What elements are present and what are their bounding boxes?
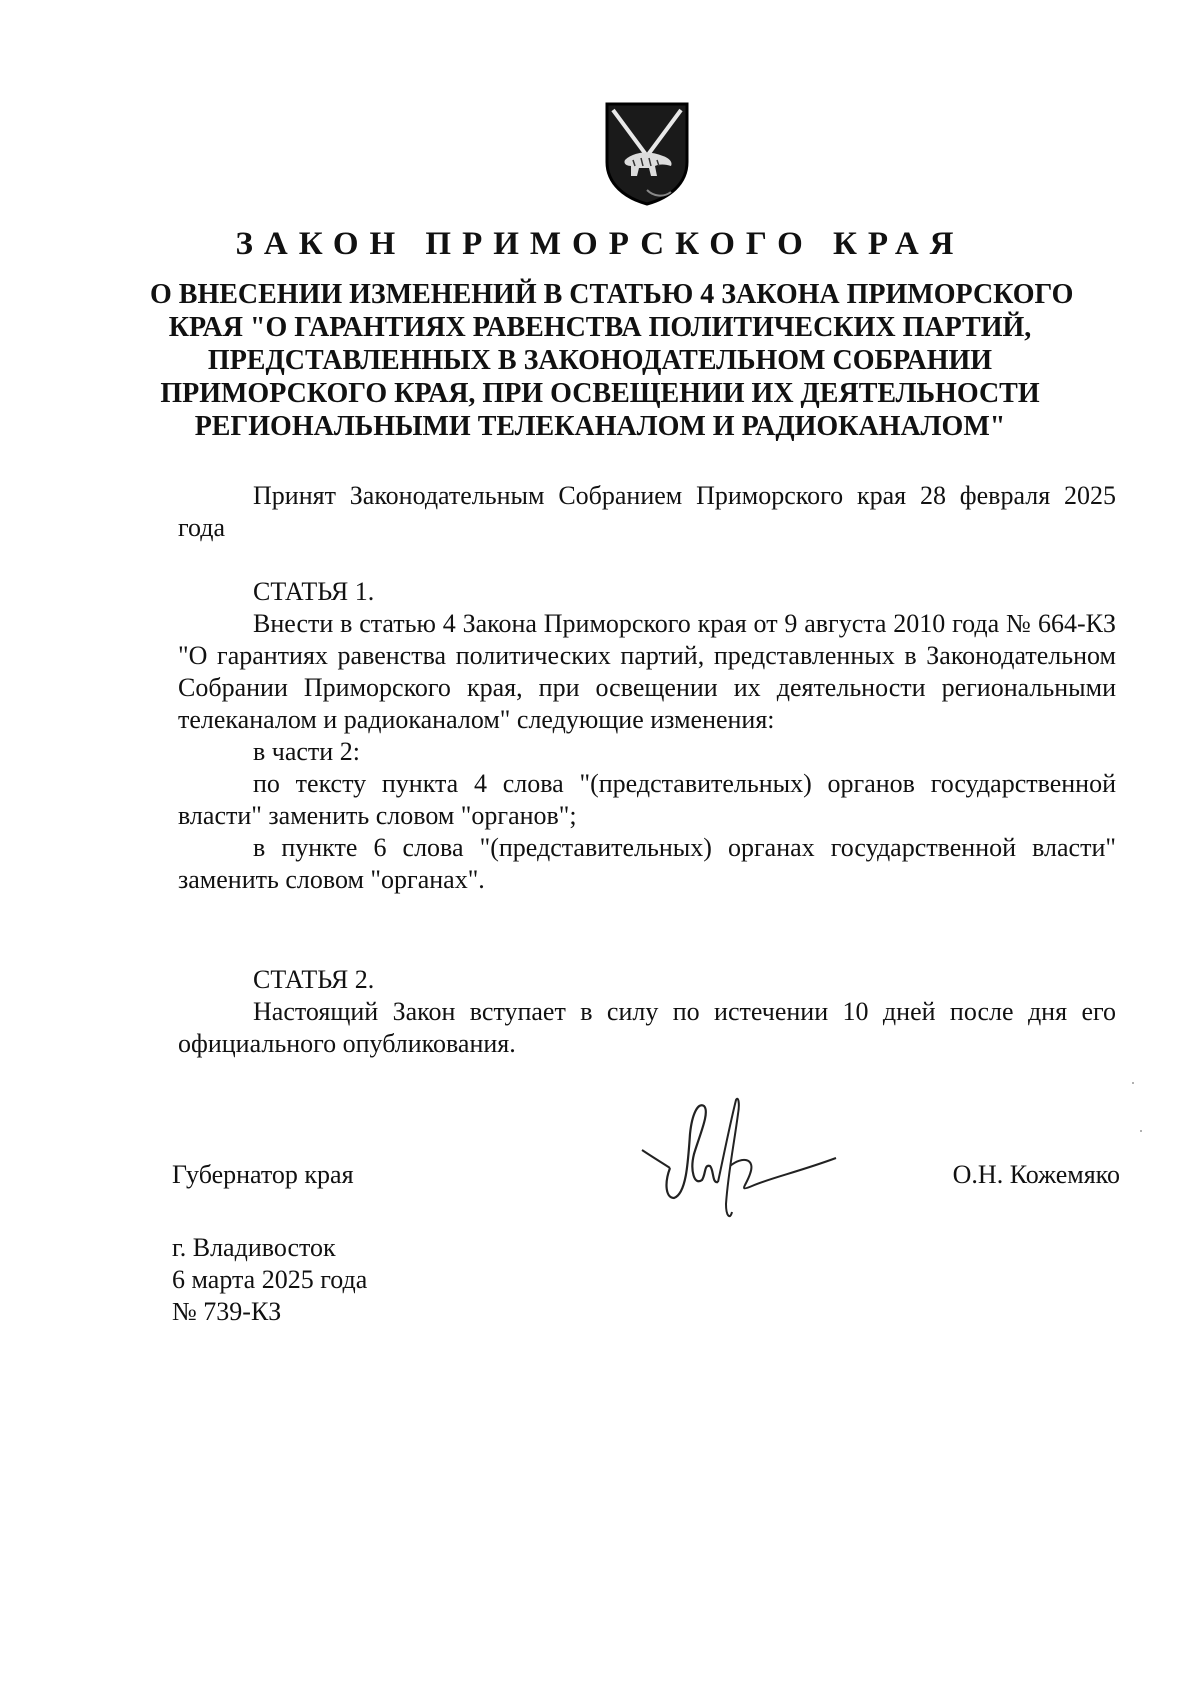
- law-type: ЗАКОН ПРИМОРСКОГО КРАЯ: [235, 226, 965, 262]
- article-1-heading: СТАТЬЯ 1.: [253, 577, 375, 606]
- footer-block: [172, 1232, 367, 1328]
- article-1: [178, 576, 1116, 896]
- title-line: РЕГИОНАЛЬНЫМИ ТЕЛЕКАНАЛОМ И РАДИОКАНАЛОМ": [194, 411, 1006, 442]
- handwritten-signature: [640, 1094, 840, 1224]
- place-of-signing: г. Владивосток: [172, 1233, 336, 1262]
- law-number: № 739-КЗ: [172, 1297, 282, 1326]
- article-1-item-6: в пункте 6 слова "(представительных) органах государственной власти" заменить словом "органах".: [178, 833, 1116, 894]
- article-1-part: в части 2:: [253, 737, 360, 766]
- title-line: КРАЯ "О ГАРАНТИЯХ РАВЕНСТВА ПОЛИТИЧЕСКИХ ПАРТИЙ,: [168, 312, 1032, 343]
- article-2-text: Настоящий Закон вступает в силу по истечении 10 дней после дня его официального опубликования.: [178, 997, 1116, 1058]
- signatory-title: Губернатор края: [172, 1160, 354, 1189]
- article-2: [178, 964, 1116, 1060]
- title-line: ПРЕДСТАВЛЕННЫХ В ЗАКОНОДАТЕЛЬНОМ СОБРАНИИ: [207, 345, 993, 376]
- article-1-item-4: по тексту пункта 4 слова "(представительных) органов государственной власти" заменить словом "органов";: [178, 769, 1116, 830]
- coat-of-arms-icon: [603, 100, 691, 208]
- adoption-text: Принят Законодательным Собранием Приморского края 28 февраля 2025 года: [178, 481, 1116, 542]
- title-line: О ВНЕСЕНИИ ИЗМЕНЕНИЙ В СТАТЬЮ 4 ЗАКОНА ПРИМОРСКОГО: [150, 279, 1074, 310]
- title-line: ПРИМОРСКОГО КРАЯ, ПРИ ОСВЕЩЕНИИ ИХ ДЕЯТЕЛЬНОСТИ: [160, 378, 1040, 409]
- scan-speck: [1132, 1082, 1134, 1084]
- article-1-intro: Внести в статью 4 Закона Приморского края от 9 августа 2010 года № 664-КЗ "О гарантиях равенства политических партий, представленных в Законодательном Собрании Приморского края, при освещении их деятельности региональными телеканалом и радиоканалом" следующие изменения:: [178, 609, 1116, 734]
- law-title: [150, 278, 1074, 443]
- signatory-name: О.Н. Кожемяко: [952, 1160, 1120, 1189]
- scan-speck: [1140, 1130, 1142, 1132]
- adoption-block: [178, 480, 1116, 544]
- signing-date: 6 марта 2025 года: [172, 1265, 368, 1294]
- article-2-heading: СТАТЬЯ 2.: [253, 965, 375, 994]
